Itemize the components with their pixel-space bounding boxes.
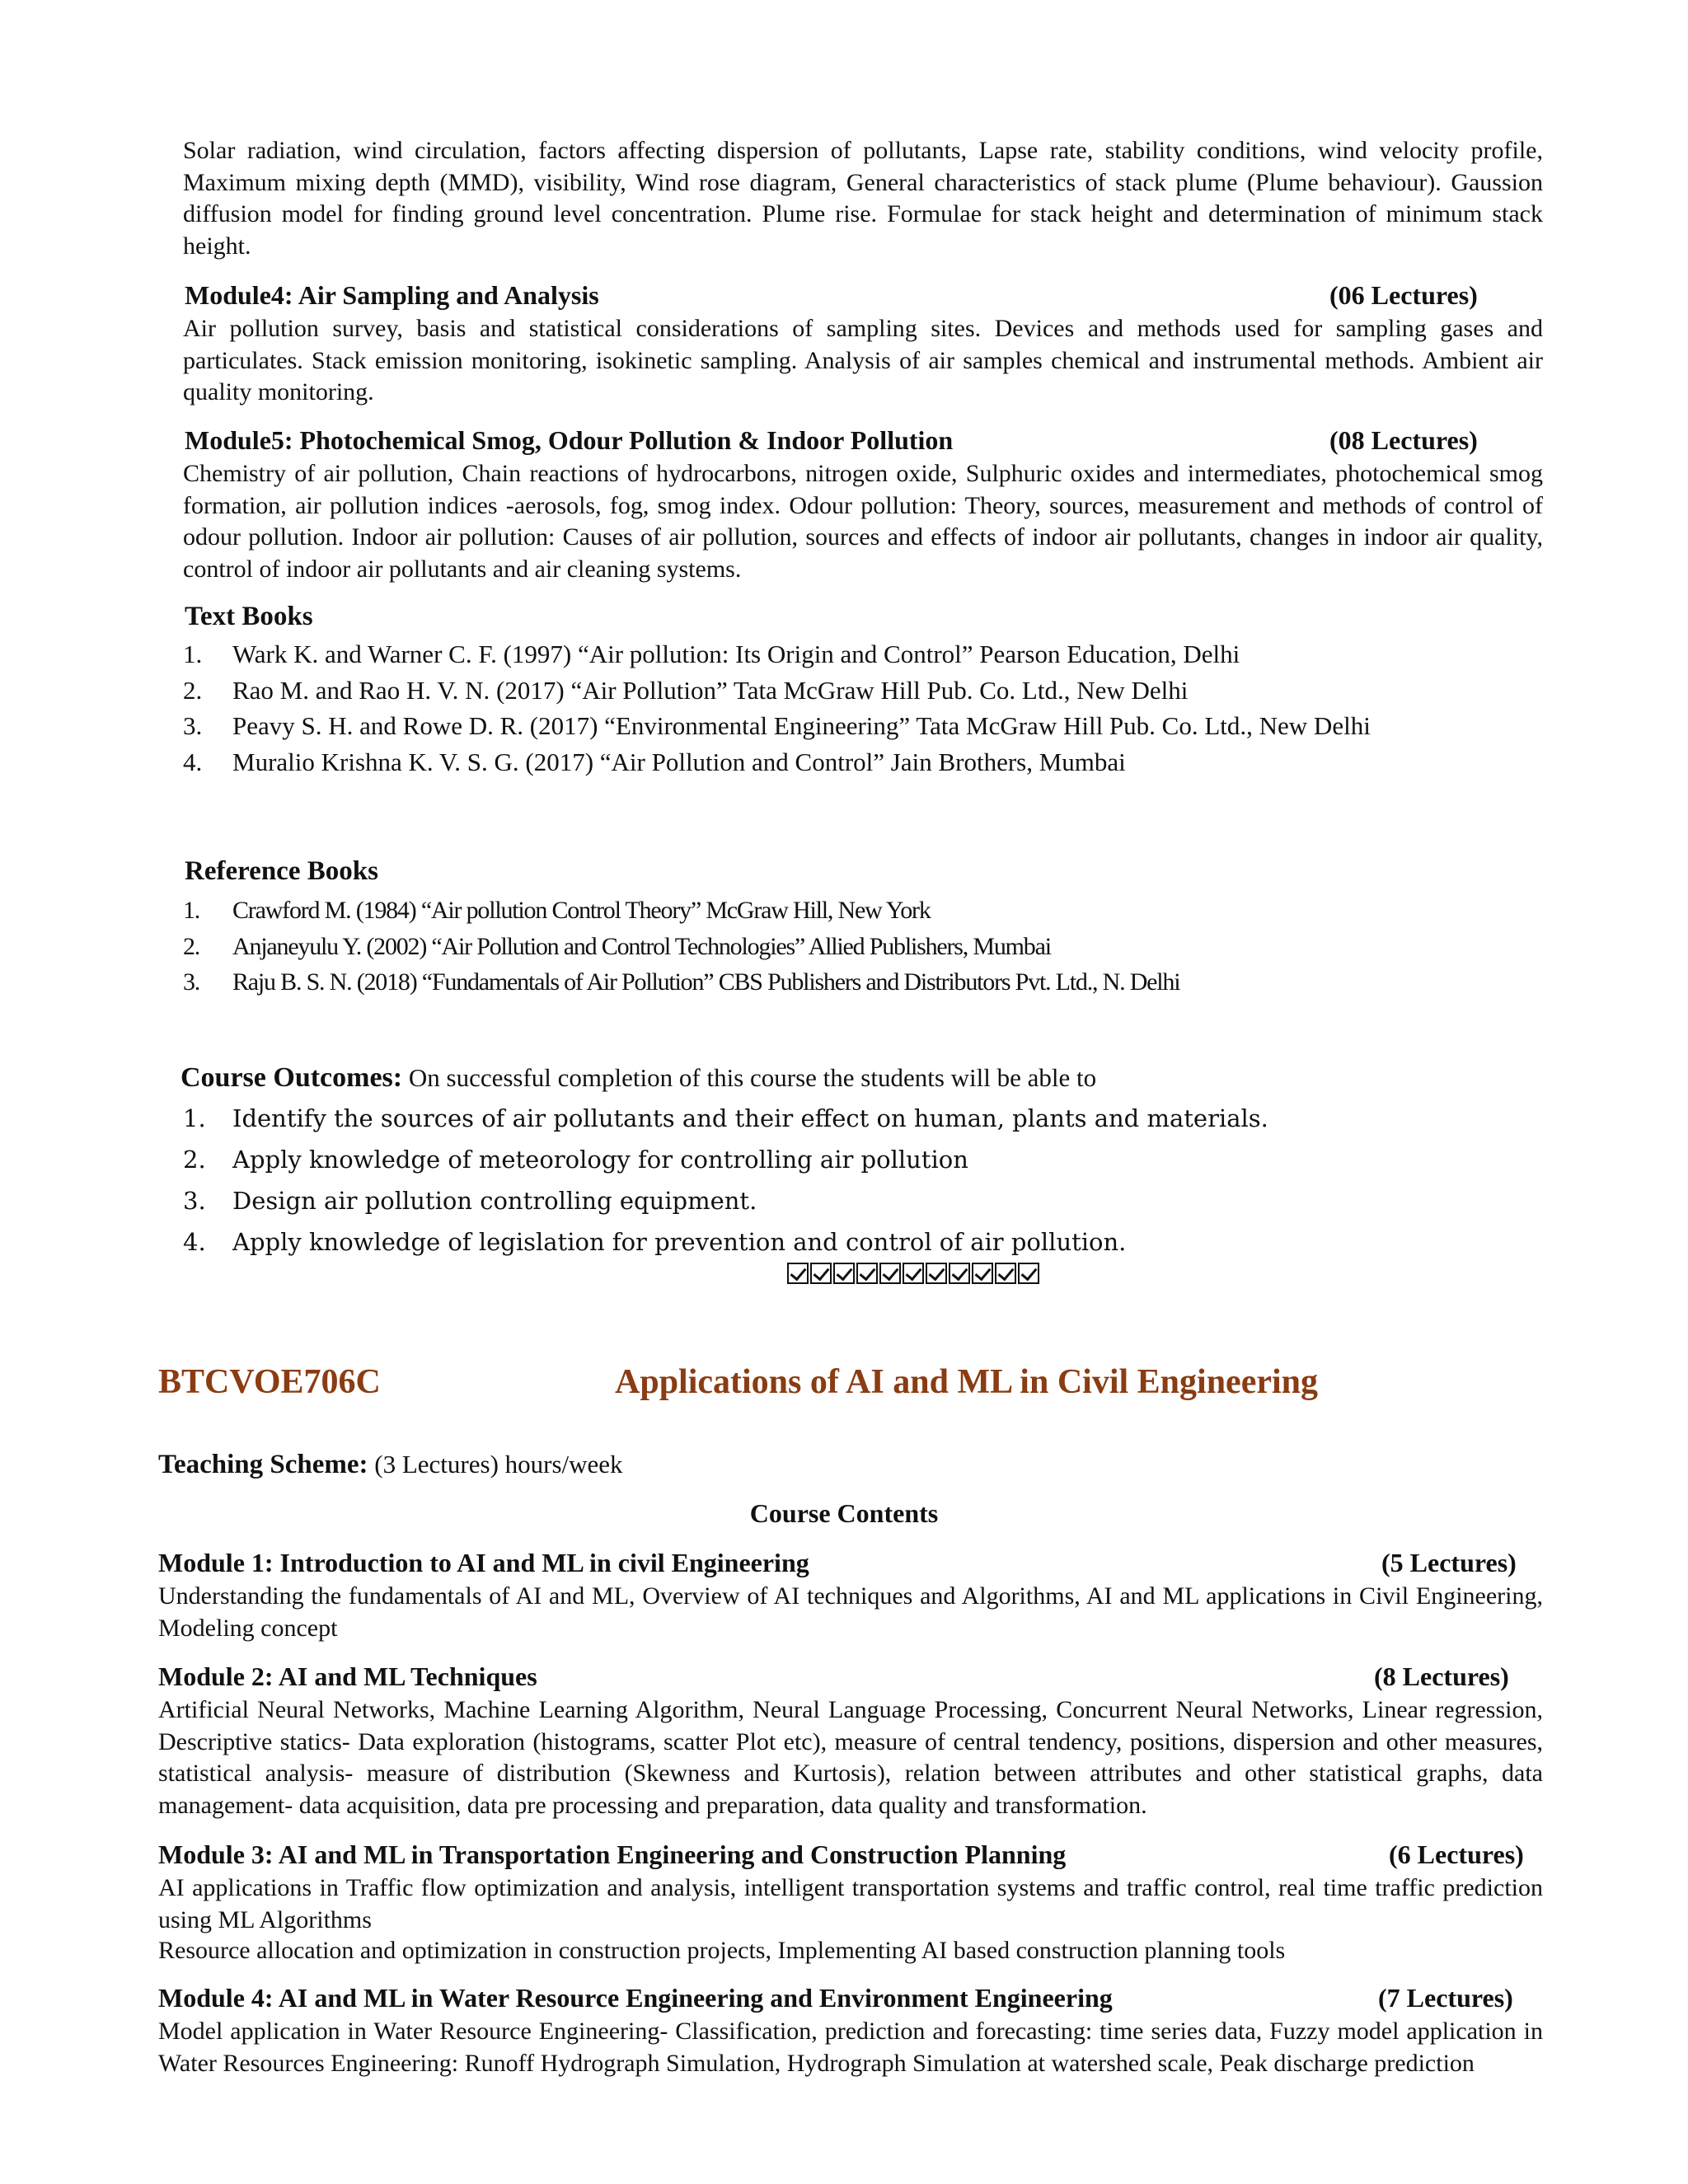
list-item: 1. Crawford M. (1984) “Air pollution Control Theory” McGraw Hill, New York [183,897,931,924]
course-code: BTCVOE706C [158,1363,381,1401]
module5-lectures: (08 Lectures) [1329,425,1478,455]
checkbox-checked-icon [810,1263,832,1284]
checkbox-checked-icon [995,1263,1016,1284]
intro-paragraph: Solar radiation, wind circulation, factors affecting dispersion of pollutants, Lapse rate, stability conditions, wind velocity profile, Maximum mixing depth (MMD), visibility, Wind rose diagram, General characteristics of stack plume (Plume behaviour). Gaussion diffusion model for finding ground level concentration. Plume rise. Formulae for stack height and determination of minimum stack height. [183,137,1543,260]
list-item: 1. Wark K. and Warner C. F. (1997) “Air pollution: Its Origin and Control” Pearson Education, Delhi [183,640,1240,668]
module4-ai-lectures: (7 Lectures) [1378,1983,1513,2013]
module1-title: Module 1: Introduction to AI and ML in civil Engineering [158,1548,809,1577]
course-outcomes-list [183,1098,1268,1263]
module3-text-2: Resource allocation and optimization in construction projects, Implementing AI based construction planning tools [158,1937,1286,1964]
module5-title: Module5: Photochemical Smog, Odour Pollution & Indoor Pollution [185,425,954,455]
reference-books-heading: Reference Books [185,856,378,886]
course-contents-heading: Course Contents [749,1498,939,1528]
list-item: 2. Anjaneyulu Y. (2002) “Air Pollution and Control Technologies” Allied Publishers, Mumbai [183,932,1051,960]
module4-title: Module4: Air Sampling and Analysis [185,280,599,310]
checkbox-checked-icon [949,1263,970,1284]
list-item: 3. Design air pollution controlling equipment. [183,1187,757,1215]
list-item: 4. Muralio Krishna K. V. S. G. (2017) “Air Pollution and Control” Jain Brothers, Mumbai [183,747,1126,776]
module5-text: Chemistry of air pollution, Chain reactions of hydrocarbons, nitrogen oxide, Sulphuric oxides and intermediates, photochemical smog formation, air pollution indices -aerosols, fog, smog index. Odour pollution: Theory, sources, measurement and methods of control of odour pollution. Indoor air pollution: Causes of air pollution, sources and effects of indoor air pollutants, changes in indoor air quality, control of indoor air pollutants and air cleaning systems. [183,460,1543,583]
course-outcomes-label: Course Outcomes: [181,1062,403,1093]
list-item: 3. Raju B. S. N. (2018) “Fundamentals of Air Pollution” CBS Publishers and Distributors Pvt. Ltd., N. Delhi [183,968,1180,996]
module3-title: Module 3: AI and ML in Transportation Engineering and Construction Planning [158,1840,1067,1869]
list-item: 2. Apply knowledge of meteorology for controlling air pollution [183,1146,968,1174]
course-title: Applications of AI and ML in Civil Engineering [615,1363,1319,1401]
course-outcomes-line [181,1062,1096,1094]
checkbox-checked-icon [972,1263,993,1284]
checkbox-checked-icon [833,1263,855,1284]
module2-title: Module 2: AI and ML Techniques [158,1661,537,1691]
teaching-scheme [158,1448,623,1481]
checkbox-checked-icon [856,1263,878,1284]
checkbox-checked-icon [787,1263,809,1284]
list-item: 4. Apply knowledge of legislation for prevention and control of air pollution. [183,1228,1127,1256]
teaching-scheme-label: Teaching Scheme: [158,1450,368,1479]
text-books-heading: Text Books [185,602,313,631]
module4-text: Air pollution survey, basis and statistical considerations of sampling sites. Devices and methods used for sampling gases and particulates. Stack emission monitoring, isokinetic sampling. Analysis of air samples chemical and instrumental methods. Ambient air quality monitoring. [183,315,1543,405]
reference-books-list [183,893,1179,1001]
module1-text: Understanding the fundamentals of AI and ML, Overview of AI techniques and Algorithms, AI and ML applications in Civil Engineering, Modeling concept [158,1582,1543,1642]
module4-ai-text: Model application in Water Resource Engineering- Classification, prediction and forecasting: time series data, Fuzzy model application in Water Resources Engineering: Runoff Hydrograph Simulation, Hydrograph Simulation at watershed scale, Peak discharge prediction [158,2018,1543,2077]
list-item: 2. Rao M. and Rao H. V. N. (2017) “Air Pollution” Tata McGraw Hill Pub. Co. Ltd., New Delhi [183,675,1189,705]
module4-ai-title: Module 4: AI and ML in Water Resource Engineering and Environment Engineering [158,1983,1113,2013]
module2-lectures: (8 Lectures) [1374,1661,1509,1691]
module3-lectures: (6 Lectures) [1389,1840,1524,1869]
checkbox-checked-icon [1018,1263,1039,1284]
checkbox-separator [787,1263,1039,1287]
module4-lectures: (06 Lectures) [1329,280,1478,310]
course-outcomes-intro: On successful completion of this course the students will be able to [402,1063,1097,1092]
module2-text: Artificial Neural Networks, Machine Learning Algorithm, Neural Language Processing, Concurrent Neural Networks, Linear regression, Descriptive statics- Data exploration (histograms, scatter Plot etc), measure of central tendency, positions, dispersion and other measures, statistical analysis- measure of distribution (Skewness and Kurtosis), relation between attributes and other statistical graphs, data management- data acquisition, data pre processing and preparation, data quality and transformation. [158,1696,1543,1819]
teaching-scheme-value: (3 Lectures) hours/week [368,1450,623,1479]
checkbox-checked-icon [926,1263,947,1284]
list-item: 3. Peavy S. H. and Rowe D. R. (2017) “Environmental Engineering” Tata McGraw Hill Pub. Co. Ltd., New Delhi [183,711,1371,740]
list-item: 1. Identify the sources of air pollutants and their effect on human, plants and materials. [183,1104,1268,1132]
checkbox-checked-icon [879,1263,901,1284]
module1-lectures: (5 Lectures) [1381,1548,1517,1577]
module3-text: AI applications in Traffic flow optimization and analysis, intelligent transportation systems and traffic control, real time traffic prediction using ML Algorithms [158,1874,1543,1933]
text-books-list [183,636,1371,780]
checkbox-checked-icon [903,1263,924,1284]
